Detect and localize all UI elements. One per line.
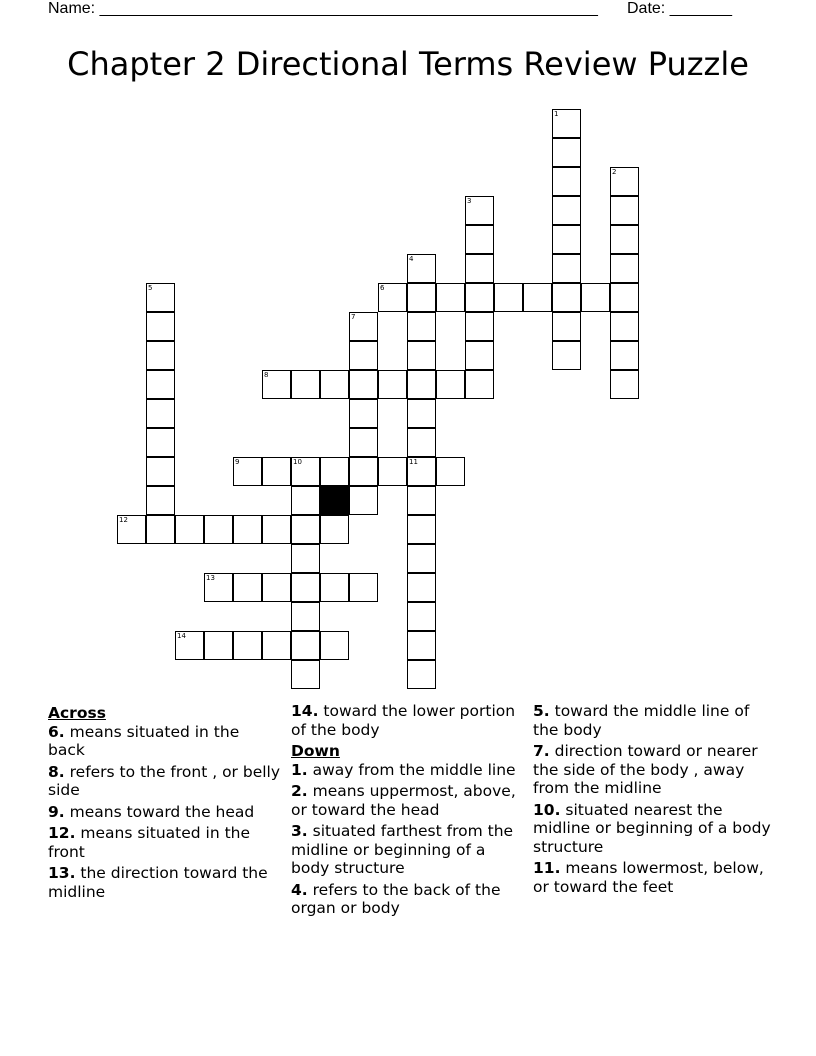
grid-cell[interactable] xyxy=(465,225,494,254)
grid-cell[interactable] xyxy=(407,399,436,428)
grid-cell[interactable] xyxy=(465,341,494,370)
clue-number: 9. xyxy=(48,802,65,821)
grid-cell[interactable] xyxy=(233,457,262,486)
grid-cell[interactable] xyxy=(349,370,378,399)
clue-across-8 xyxy=(48,763,280,800)
clue-number-label: 3 xyxy=(467,197,472,205)
grid-cell[interactable] xyxy=(465,370,494,399)
grid-cell[interactable] xyxy=(552,225,581,254)
grid-cell[interactable] xyxy=(349,341,378,370)
clue-text: refers to the back of the organ or body xyxy=(291,880,501,917)
clue-text: toward the lower portion of the body xyxy=(291,702,516,739)
grid-cell[interactable] xyxy=(320,457,349,486)
grid-cell[interactable] xyxy=(552,341,581,370)
grid-cell[interactable] xyxy=(262,631,291,660)
clue-text: situated nearest the midline or beginning of a body structure xyxy=(533,800,771,856)
grid-cell[interactable] xyxy=(436,370,465,399)
grid-cell[interactable] xyxy=(146,486,175,515)
grid-cell[interactable] xyxy=(465,312,494,341)
grid-cell[interactable] xyxy=(349,573,378,602)
grid-cell[interactable] xyxy=(407,428,436,457)
grid-cell[interactable] xyxy=(291,370,320,399)
grid-cell[interactable] xyxy=(465,196,494,225)
clue-number: 1. xyxy=(291,760,308,779)
clue-text: direction toward or nearer the side of the body , away from the midline xyxy=(533,742,758,797)
clue-text: away from the middle line xyxy=(312,760,516,779)
grid-cell[interactable] xyxy=(320,631,349,660)
clues-column-1 xyxy=(48,702,280,904)
grid-cell[interactable] xyxy=(552,167,581,196)
clue-across-6 xyxy=(48,723,280,760)
clue-number: 5. xyxy=(533,702,550,720)
grid-cell[interactable] xyxy=(320,370,349,399)
clue-down-5 xyxy=(533,702,773,739)
grid-cell[interactable] xyxy=(146,370,175,399)
clue-number: 12. xyxy=(48,824,76,842)
clue-down-1 xyxy=(291,761,527,780)
clue-number-label: 5 xyxy=(148,284,153,292)
grid-cell[interactable] xyxy=(552,283,581,312)
grid-cell[interactable] xyxy=(291,544,320,573)
clue-number-label: 6 xyxy=(380,284,385,292)
grid-cell[interactable] xyxy=(262,457,291,486)
clue-text: means situated in the front xyxy=(48,824,251,861)
grid-cell[interactable] xyxy=(610,167,639,196)
clue-number: 13. xyxy=(48,864,76,882)
clues-column-2 xyxy=(291,702,527,921)
grid-cell[interactable] xyxy=(552,312,581,341)
grid-cell[interactable] xyxy=(523,283,552,312)
grid-cell[interactable] xyxy=(610,370,639,399)
clue-down-11 xyxy=(533,859,773,896)
clue-number: 6. xyxy=(48,722,65,741)
grid-cell[interactable] xyxy=(494,283,523,312)
clue-number-label: 12 xyxy=(119,516,128,524)
clue-text: toward the middle line of the body xyxy=(533,702,750,739)
grid-cell[interactable] xyxy=(349,428,378,457)
grid-cell[interactable] xyxy=(146,312,175,341)
clue-number: 14. xyxy=(291,702,319,720)
clue-text: situated farthest from the midline or beginning of a body structure xyxy=(291,822,514,877)
grid-cell[interactable] xyxy=(320,515,349,544)
grid-cell[interactable] xyxy=(291,602,320,631)
clue-down-7 xyxy=(533,742,773,798)
grid-cell[interactable] xyxy=(378,370,407,399)
clue-across-12 xyxy=(48,824,280,861)
grid-cell[interactable] xyxy=(552,138,581,167)
grid-cell[interactable] xyxy=(378,457,407,486)
grid-cell[interactable] xyxy=(146,341,175,370)
grid-cell[interactable] xyxy=(610,312,639,341)
clue-down-10 xyxy=(533,801,773,857)
grid-cell[interactable] xyxy=(291,457,320,486)
black-cell xyxy=(320,486,349,515)
grid-cell[interactable] xyxy=(610,254,639,283)
grid-cell[interactable] xyxy=(262,370,291,399)
clue-number: 4. xyxy=(291,880,308,899)
clues-column-3 xyxy=(533,702,773,899)
grid-cell[interactable] xyxy=(349,399,378,428)
grid-cell[interactable] xyxy=(610,283,639,312)
grid-cell[interactable] xyxy=(407,486,436,515)
clue-number: 10. xyxy=(533,800,561,819)
grid-cell[interactable] xyxy=(378,283,407,312)
grid-cell[interactable] xyxy=(146,399,175,428)
clue-number: 11. xyxy=(533,859,561,877)
grid-cell[interactable] xyxy=(407,602,436,631)
grid-cell[interactable] xyxy=(436,457,465,486)
grid-cell[interactable] xyxy=(407,283,436,312)
name-field-label: Name: ________________________________________________________ xyxy=(48,0,598,17)
clue-number-label: 8 xyxy=(264,371,269,379)
grid-cell[interactable] xyxy=(407,631,436,660)
grid-cell[interactable] xyxy=(407,341,436,370)
clue-number-label: 7 xyxy=(351,313,356,321)
clue-across-13 xyxy=(48,864,280,901)
grid-cell[interactable] xyxy=(262,515,291,544)
clue-text: means situated in the back xyxy=(48,722,240,759)
grid-cell[interactable] xyxy=(552,196,581,225)
grid-cell[interactable] xyxy=(262,573,291,602)
page-title: Chapter 2 Directional Terms Review Puzzle xyxy=(67,45,749,83)
grid-cell[interactable] xyxy=(291,660,320,689)
clue-text: means uppermost, above, or toward the head xyxy=(291,782,516,819)
clue-text: refers to the front , or belly side xyxy=(48,762,281,799)
clue-number: 8. xyxy=(48,762,65,781)
grid-cell[interactable] xyxy=(407,457,436,486)
grid-cell[interactable] xyxy=(349,312,378,341)
grid-cell[interactable] xyxy=(610,341,639,370)
grid-cell[interactable] xyxy=(349,486,378,515)
across-heading: Across xyxy=(48,704,106,722)
clue-text: means toward the head xyxy=(69,802,255,821)
grid-cell[interactable] xyxy=(407,515,436,544)
grid-cell[interactable] xyxy=(465,283,494,312)
clue-number: 3. xyxy=(291,822,308,840)
grid-cell[interactable] xyxy=(175,631,204,660)
grid-cell[interactable] xyxy=(291,631,320,660)
grid-cell[interactable] xyxy=(291,486,320,515)
grid-cell[interactable] xyxy=(175,515,204,544)
clue-number-label: 13 xyxy=(206,574,215,582)
clue-text: the direction toward the midline xyxy=(48,864,268,901)
grid-cell[interactable] xyxy=(465,254,494,283)
date-field-label: Date: _______ xyxy=(627,0,732,17)
clue-down-4 xyxy=(291,881,527,918)
grid-cell[interactable] xyxy=(552,254,581,283)
clue-down-2 xyxy=(291,782,527,819)
grid-cell[interactable] xyxy=(320,573,349,602)
grid-cell[interactable] xyxy=(146,283,175,312)
grid-cell[interactable] xyxy=(407,370,436,399)
clue-text: means lowermost, below, or toward the feet xyxy=(533,859,764,896)
grid-cell[interactable] xyxy=(407,573,436,602)
grid-cell[interactable] xyxy=(117,515,146,544)
grid-cell[interactable] xyxy=(407,660,436,689)
clue-number-label: 4 xyxy=(409,255,414,263)
grid-cell[interactable] xyxy=(407,312,436,341)
grid-cell[interactable] xyxy=(291,515,320,544)
grid-cell[interactable] xyxy=(204,515,233,544)
grid-cell[interactable] xyxy=(407,254,436,283)
clue-number-label: 1 xyxy=(554,110,559,118)
grid-cell[interactable] xyxy=(233,515,262,544)
grid-cell[interactable] xyxy=(349,457,378,486)
grid-cell[interactable] xyxy=(610,196,639,225)
clue-number-label: 14 xyxy=(177,632,186,640)
grid-cell[interactable] xyxy=(146,428,175,457)
clue-number: 7. xyxy=(533,742,550,760)
grid-cell[interactable] xyxy=(291,573,320,602)
clue-number-label: 2 xyxy=(612,168,617,176)
down-heading: Down xyxy=(291,742,340,760)
clue-down-3 xyxy=(291,822,527,878)
grid-cell[interactable] xyxy=(204,631,233,660)
grid-cell[interactable] xyxy=(407,544,436,573)
grid-cell[interactable] xyxy=(233,573,262,602)
grid-cell[interactable] xyxy=(581,283,610,312)
grid-cell[interactable] xyxy=(146,515,175,544)
grid-cell[interactable] xyxy=(610,225,639,254)
clue-number-label: 11 xyxy=(409,458,418,466)
clue-number-label: 10 xyxy=(293,458,302,466)
clue-across-9 xyxy=(48,803,280,822)
grid-cell[interactable] xyxy=(552,109,581,138)
clue-across-14 xyxy=(291,702,527,739)
grid-cell[interactable] xyxy=(204,573,233,602)
grid-cell[interactable] xyxy=(146,457,175,486)
clue-number: 2. xyxy=(291,782,308,800)
grid-cell[interactable] xyxy=(233,631,262,660)
grid-cell[interactable] xyxy=(436,283,465,312)
clue-number-label: 9 xyxy=(235,458,240,466)
